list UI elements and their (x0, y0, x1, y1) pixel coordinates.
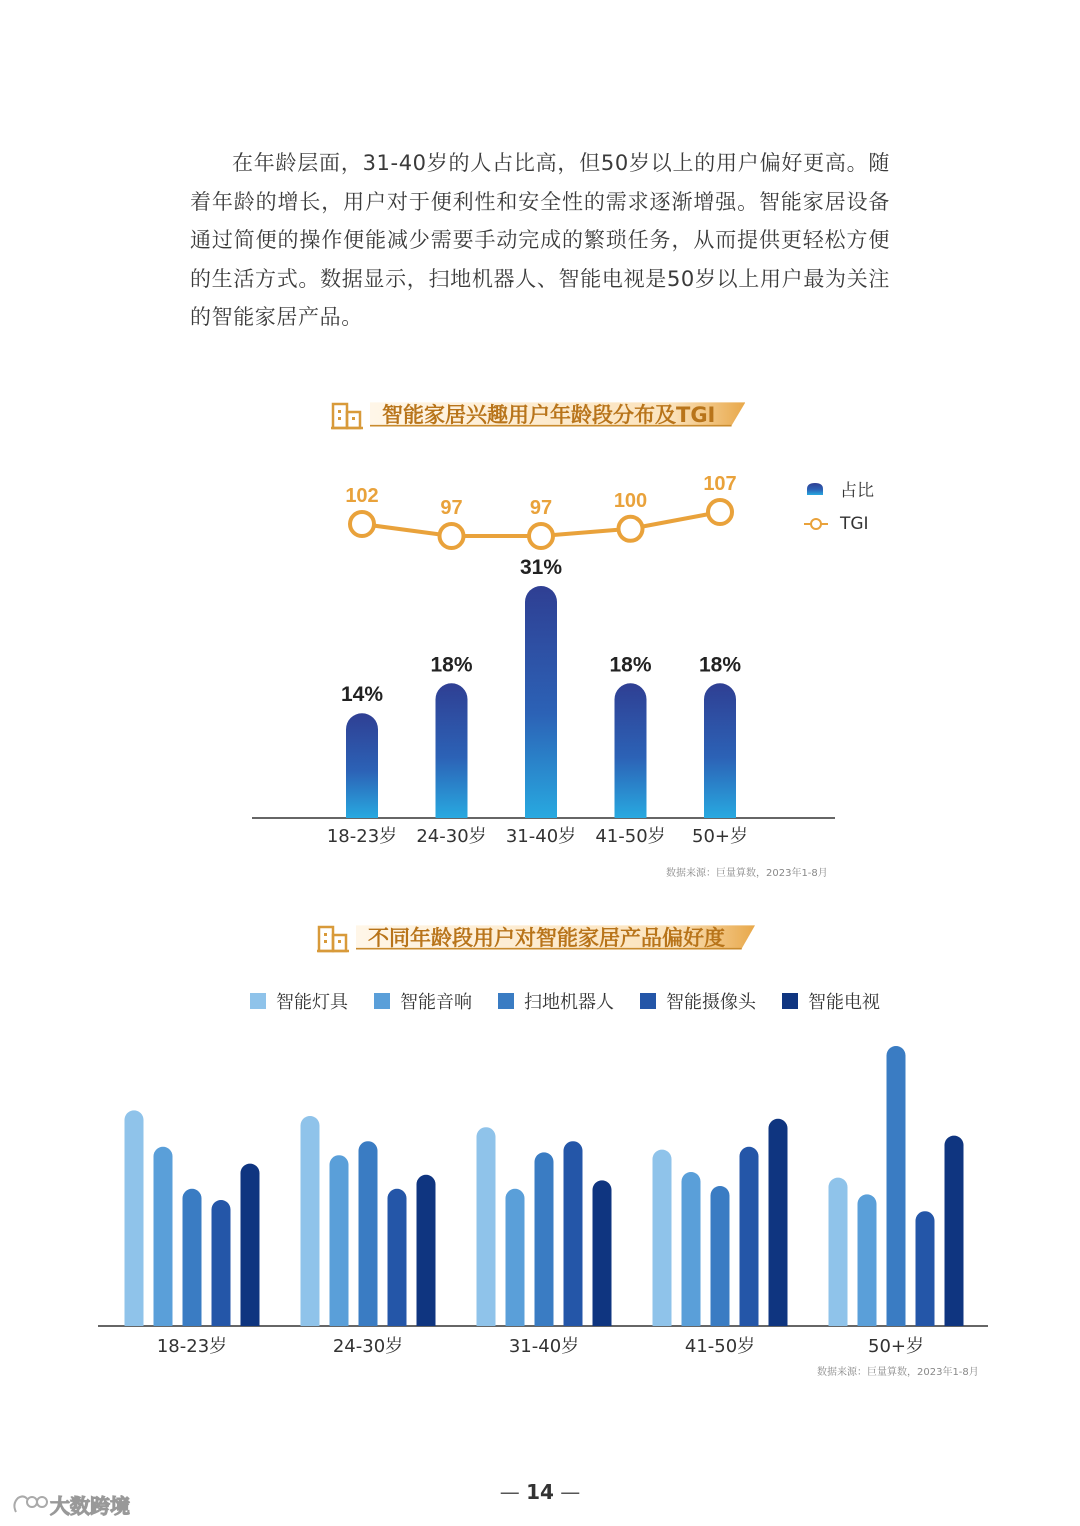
building-icon (316, 921, 350, 953)
page-number: — 14 — (499, 1480, 581, 1504)
x-tick-label: 50+岁 (692, 826, 748, 847)
chart2-title-text: 不同年龄段用户对智能家居产品偏好度 (368, 926, 725, 950)
preference-bar (858, 1194, 877, 1326)
x-tick-label: 31-40岁 (508, 1336, 580, 1357)
share-bar-label: 18% (609, 653, 652, 677)
share-swatch-icon (804, 480, 826, 496)
tgi-label: 97 (440, 497, 463, 519)
x-tick-label: 41-50岁 (595, 826, 666, 847)
preference-bar (593, 1180, 612, 1326)
chart1-title (330, 398, 745, 430)
share-bar (525, 586, 557, 818)
share-bar (615, 683, 647, 818)
preference-bar (653, 1150, 672, 1326)
preference-bar (740, 1147, 759, 1326)
chart2-source: 数据来源：巨量算数，2023年1-8月 (817, 1367, 979, 1378)
tgi-point (440, 524, 464, 548)
legend-item-speaker (374, 988, 472, 1014)
share-bar-label: 18% (698, 653, 742, 677)
share-bar-label: 18% (430, 653, 473, 677)
share-bar-label: 14% (340, 683, 384, 707)
preference-bar (682, 1172, 701, 1326)
preference-bar (711, 1186, 730, 1326)
speaker-swatch (374, 993, 390, 1009)
preference-bar (301, 1116, 320, 1326)
watermark (10, 1490, 130, 1519)
page-number-value: 14 (526, 1480, 554, 1504)
chart2-title (316, 921, 755, 953)
watermark-logo-icon (10, 1492, 50, 1518)
preference-bar (945, 1136, 964, 1326)
preference-bar (154, 1147, 173, 1326)
x-tick-label: 31-40岁 (505, 826, 577, 847)
tgi-swatch-icon (804, 516, 828, 532)
legend-item-tgi (804, 506, 874, 542)
share-bar-label: 31% (519, 556, 563, 579)
legend-robot-label: 扫地机器人 (524, 992, 614, 1013)
chart1-legend (804, 470, 874, 542)
robot-swatch (498, 993, 514, 1009)
preference-bar (769, 1119, 788, 1326)
legend-item-lamp (250, 988, 348, 1014)
preference-bar (535, 1152, 554, 1326)
preference-bar (388, 1189, 407, 1326)
x-tick-label: 50+岁 (868, 1336, 924, 1357)
preference-bar (887, 1046, 906, 1326)
preference-bar (330, 1155, 349, 1326)
tgi-point (350, 512, 374, 536)
legend-tv-label: 智能电视 (808, 992, 880, 1013)
tgi-point (708, 500, 732, 524)
legend-item-robot (498, 988, 614, 1014)
tv-swatch (782, 993, 798, 1009)
tgi-label: 102 (345, 485, 379, 507)
tgi-label: 107 (703, 473, 737, 495)
x-tick-label: 41-50岁 (684, 1336, 756, 1357)
preference-bar (212, 1200, 231, 1326)
tgi-point (619, 517, 643, 541)
legend-speaker-label: 智能音响 (400, 992, 472, 1013)
preference-bar (125, 1110, 144, 1326)
legend-lamp-label: 智能灯具 (276, 992, 348, 1013)
x-tick-label: 18-23岁 (156, 1336, 228, 1357)
tgi-label: 100 (613, 489, 648, 512)
tgi-label: 97 (529, 497, 553, 519)
legend-item-share (804, 470, 874, 506)
tgi-point (529, 524, 553, 548)
legend-tgi-label: TGI (840, 514, 869, 534)
chart2-legend (250, 988, 906, 1014)
legend-item-camera (640, 988, 756, 1014)
x-tick-label: 18-23岁 (326, 826, 398, 847)
legend-share-label: 占比 (840, 480, 874, 501)
chart1-source: 数据来源：巨量算数，2023年1-8月 (666, 868, 828, 879)
x-tick-label: 24-30岁 (416, 826, 487, 847)
preference-bar (183, 1189, 202, 1326)
share-bar (704, 683, 736, 818)
lamp-swatch (250, 993, 266, 1009)
share-bar (346, 713, 378, 818)
preference-bar (506, 1189, 525, 1326)
preference-bar (477, 1127, 496, 1326)
preference-bar (359, 1141, 378, 1326)
preference-bar (829, 1178, 848, 1326)
legend-camera-label: 智能摄像头 (666, 992, 756, 1013)
legend-item-tv (782, 988, 880, 1014)
preference-bar (417, 1175, 436, 1326)
intro-paragraph: 在年龄层面，31-40岁的人占比高，但50岁以上的用户偏好更高。随着年龄的增长，用户对于便利性和安全性的需求逐渐增强。智能家居设备通过简便的操作便能减少需要手动完成的繁琐任务，从而提供更轻松方便的生活方式。数据显示，扫地机器人、智能电视是50岁以上用户最为关注的智能家居产品。 (190, 151, 890, 329)
preference-bar (564, 1141, 583, 1326)
chart1-title-text: 智能家居兴趣用户年龄段分布及TGI (382, 403, 716, 427)
camera-swatch (640, 993, 656, 1009)
watermark-text: 大数跨境 (50, 1494, 130, 1518)
share-bar (436, 683, 468, 818)
preference-bar (241, 1164, 260, 1326)
preference-bar (916, 1211, 935, 1326)
x-tick-label: 24-30岁 (332, 1336, 404, 1357)
